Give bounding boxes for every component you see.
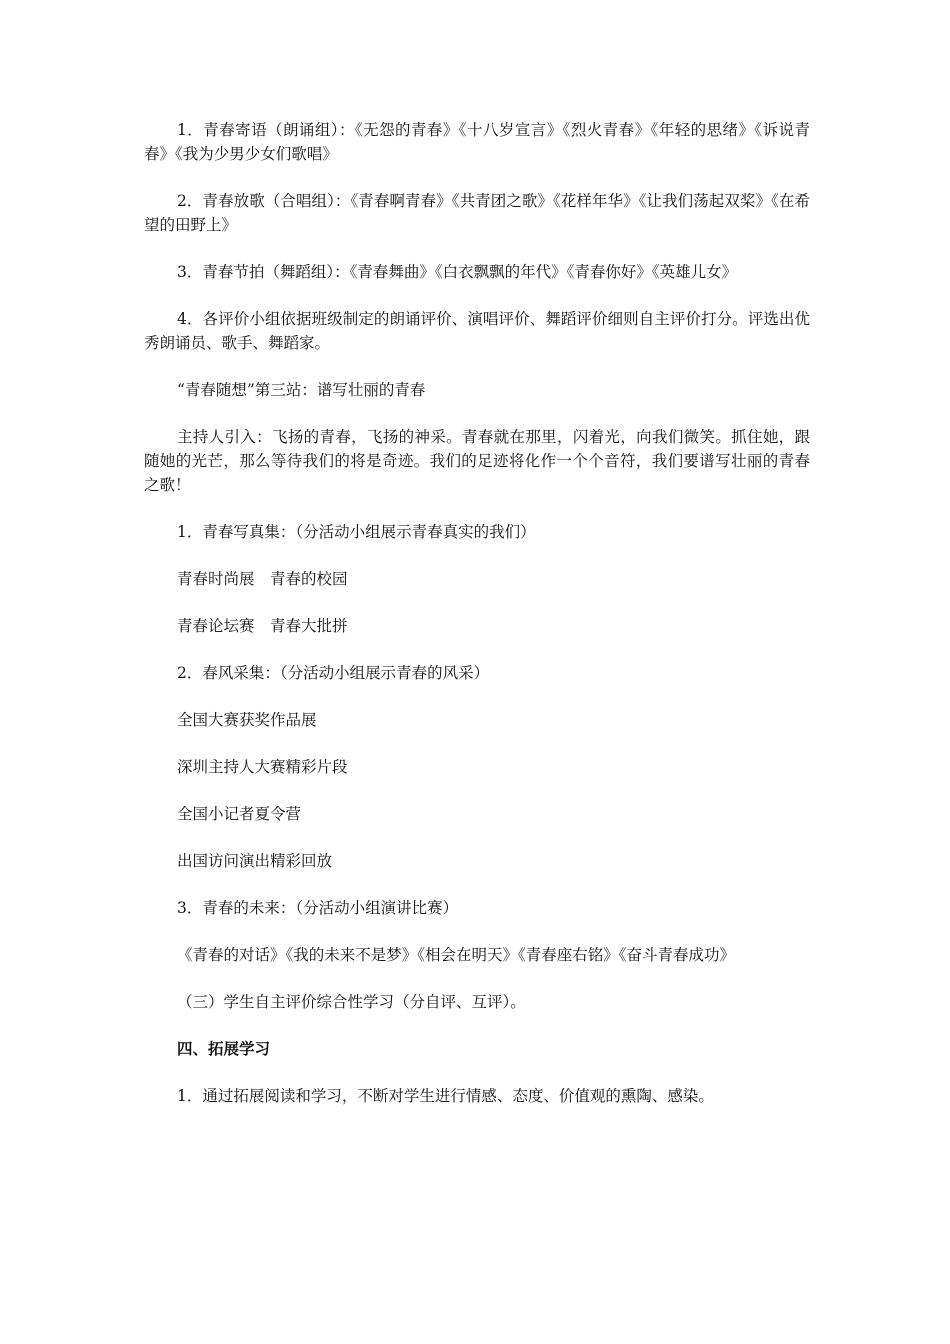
list-item: 全国大赛获奖作品展 (177, 711, 317, 729)
paragraph-evaluation: 4．各评价小组依据班级制定的朗诵评价、演唱评价、舞蹈评价细则自主评价打分。评选出优秀朗诵员、歌手、舞蹈家。 (144, 310, 810, 352)
paragraph-extension-reading: 1．通过拓展阅读和学习，不断对学生进行情感、态度、价值观的熏陶、感染。 (177, 1087, 714, 1105)
paragraph-host-intro: 主持人引入：飞扬的青春，飞扬的神采。青春就在那里，闪着光，向我们微笑。抓住她，跟随她的光芒，那么等待我们的将是奇迹。我们的足迹将化作一个个音符，我们要谱写壮丽的青春之歌！ (144, 428, 810, 494)
paragraph-spring-breeze: 2．春风采集：（分活动小组展示青春的风采） (177, 664, 490, 682)
list-item: 全国小记者夏令营 (177, 805, 302, 823)
list-item: 青春时尚展 青春的校园 (177, 570, 348, 588)
section-heading-third-stop: “青春随想”第三站：谱写壮丽的青春 (177, 381, 426, 399)
paragraph-future: 3．青春的未来：（分活动小组演讲比赛） (177, 899, 459, 917)
document-page (144, 118, 810, 1131)
paragraph-self-evaluation: （三）学生自主评价综合性学习（分自评、互评）。 (177, 993, 526, 1011)
paragraph-recitation-group: 1．青春寄语（朗诵组）：《无怨的青春》《十八岁宣言》《烈火青春》《年轻的思绪》《诉说青春》《我为少男少女们歌唱》 (144, 121, 810, 163)
list-item: 深圳主持人大赛精彩片段 (177, 758, 348, 776)
list-item: 出国访问演出精彩回放 (177, 852, 333, 870)
paragraph-choir-group: 2．青春放歌（合唱组）：《青春啊青春》《共青团之歌》《花样年华》《让我们荡起双桨》《在希望的田野上》 (144, 192, 810, 234)
section-heading-extension: 四、拓展学习 (177, 1039, 271, 1058)
paragraph-photo-collection: 1．青春写真集：（分活动小组展示青春真实的我们） (177, 523, 536, 541)
list-item: 青春论坛赛 青春大批拼 (177, 617, 348, 635)
paragraph-dance-group: 3．青春节拍（舞蹈组）：《青春舞曲》《白衣飘飘的年代》《青春你好》《英雄儿女》 (177, 263, 738, 281)
paragraph-speech-titles: 《青春的对话》《我的未来不是梦》《相会在明天》《青春座右铭》《奋斗青春成功》 (177, 946, 736, 964)
